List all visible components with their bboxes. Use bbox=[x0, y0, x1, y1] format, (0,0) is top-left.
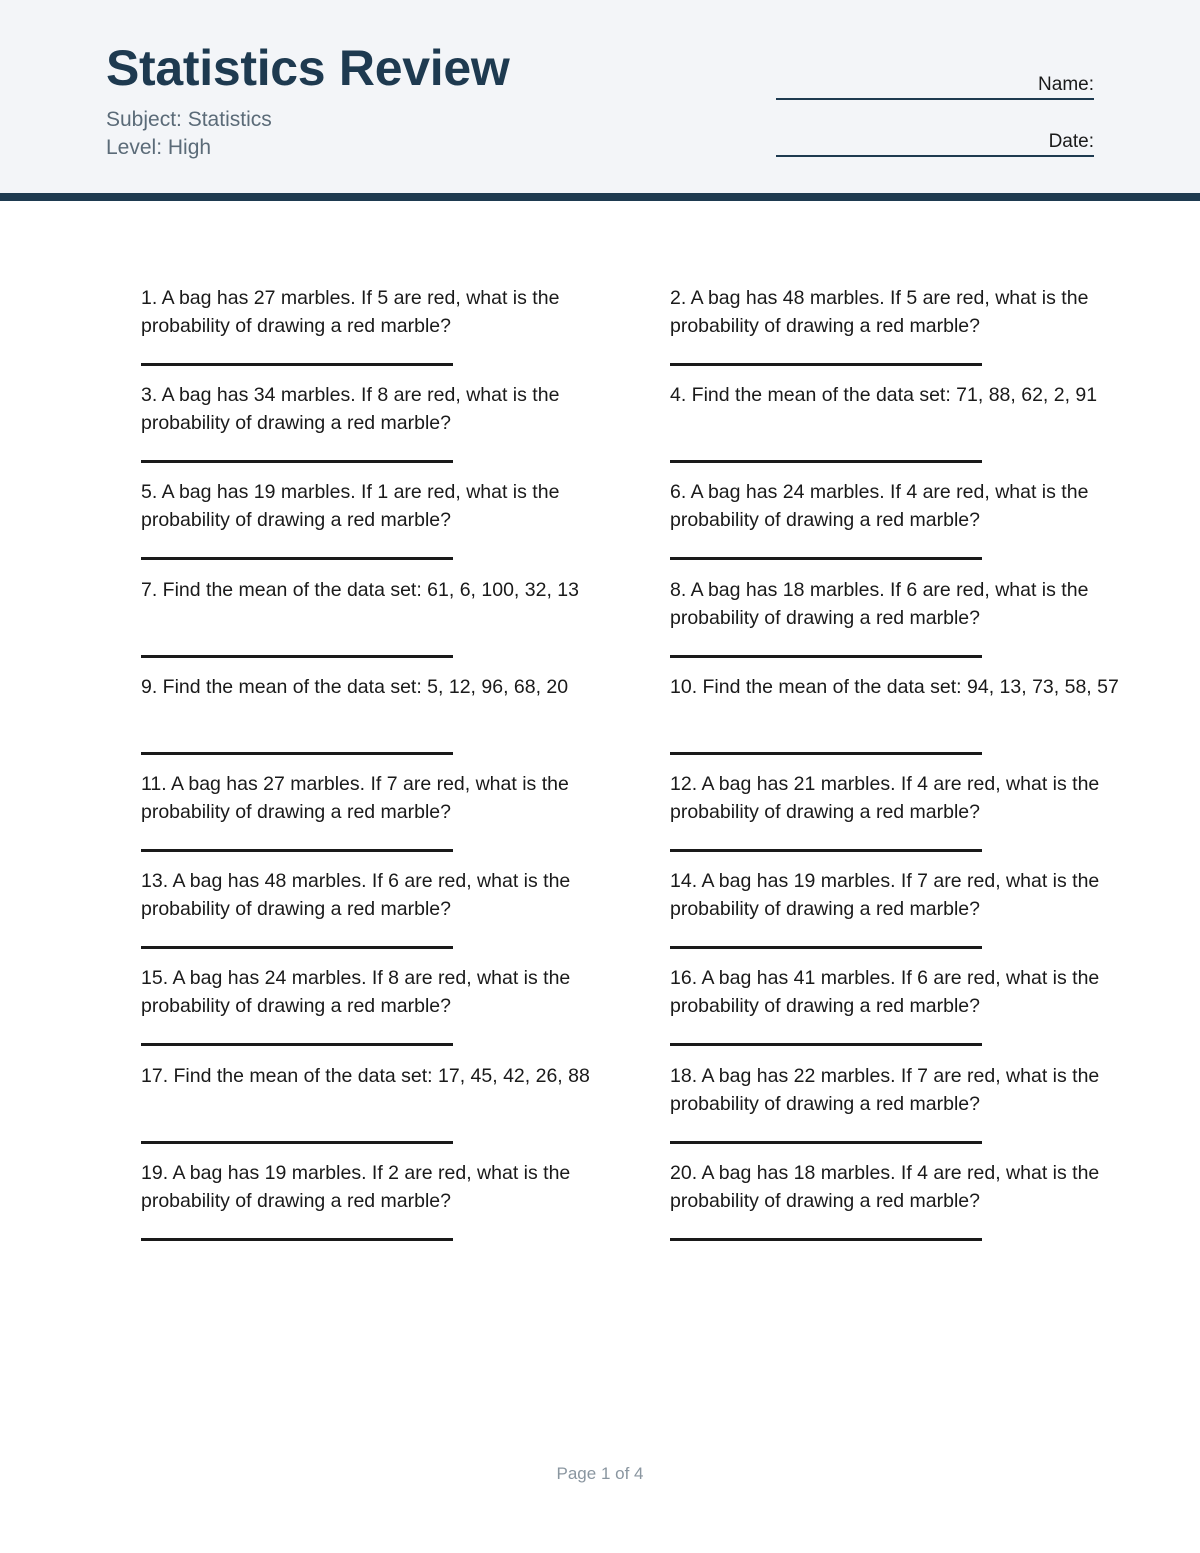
question-item bbox=[670, 1062, 1130, 1118]
question-item bbox=[141, 770, 601, 826]
question-item bbox=[141, 673, 601, 701]
answer-line[interactable] bbox=[670, 557, 982, 560]
question-text: 18. A bag has 22 marbles. If 7 are red, what is the probability of drawing a red marble? bbox=[670, 1064, 1100, 1115]
answer-line[interactable] bbox=[141, 1043, 453, 1046]
question-text: 20. A bag has 18 marbles. If 4 are red, what is the probability of drawing a red marble? bbox=[670, 1161, 1100, 1212]
answer-line[interactable] bbox=[141, 460, 453, 463]
question-text: 19. A bag has 19 marbles. If 2 are red, what is the probability of drawing a red marble? bbox=[141, 1161, 571, 1212]
answer-line[interactable] bbox=[141, 1141, 453, 1144]
question-text: 7. Find the mean of the data set: 61, 6, 100, 32, 13 bbox=[141, 578, 579, 601]
answer-line[interactable] bbox=[670, 1238, 982, 1241]
question-text: 4. Find the mean of the data set: 71, 88, 62, 2, 91 bbox=[670, 384, 1098, 407]
question-text: 13. A bag has 48 marbles. If 6 are red, what is the probability of drawing a red marble? bbox=[141, 870, 571, 921]
question-item bbox=[670, 770, 1130, 826]
question-item bbox=[141, 284, 601, 340]
question-text: 10. Find the mean of the data set: 94, 13, 73, 58, 57 bbox=[670, 675, 1119, 698]
answer-line[interactable] bbox=[141, 655, 453, 658]
question-text: 12. A bag has 21 marbles. If 4 are red, what is the probability of drawing a red marble? bbox=[670, 773, 1100, 823]
question-item bbox=[670, 867, 1130, 923]
question-text: 1. A bag has 27 marbles. If 5 are red, what is the probability of drawing a red marble? bbox=[141, 287, 560, 337]
answer-line[interactable] bbox=[670, 752, 982, 755]
question-item bbox=[141, 478, 601, 534]
answer-line[interactable] bbox=[670, 460, 982, 463]
question-item bbox=[141, 964, 601, 1020]
page-title: Statistics Review bbox=[106, 40, 510, 96]
question-item bbox=[141, 1159, 601, 1215]
subject-label: Subject: Statistics bbox=[106, 108, 272, 131]
question-text: 16. A bag has 41 marbles. If 6 are red, what is the probability of drawing a red marble? bbox=[670, 967, 1100, 1018]
name-label: Name: bbox=[1038, 74, 1094, 95]
question-item bbox=[670, 673, 1130, 701]
question-text: 17. Find the mean of the data set: 17, 45, 42, 26, 88 bbox=[141, 1064, 590, 1087]
question-text: 11. A bag has 27 marbles. If 7 are red, what is the probability of drawing a red marble? bbox=[141, 773, 569, 823]
question-text: 8. A bag has 18 marbles. If 6 are red, what is the probability of drawing a red marble? bbox=[670, 578, 1089, 629]
question-item bbox=[670, 576, 1130, 632]
question-text: 6. A bag has 24 marbles. If 4 are red, what is the probability of drawing a red marble? bbox=[670, 481, 1089, 532]
question-item bbox=[670, 478, 1130, 534]
question-item bbox=[141, 381, 601, 437]
question-item bbox=[670, 381, 1130, 409]
answer-line[interactable] bbox=[670, 849, 982, 852]
page-number: Page 1 of 4 bbox=[556, 1464, 644, 1483]
question-text: 3. A bag has 34 marbles. If 8 are red, what is the probability of drawing a red marble? bbox=[141, 384, 560, 435]
answer-line[interactable] bbox=[141, 752, 453, 755]
question-item bbox=[141, 867, 601, 923]
question-item bbox=[141, 576, 601, 604]
answer-line[interactable] bbox=[670, 1043, 982, 1046]
question-item bbox=[141, 1062, 601, 1090]
answer-line[interactable] bbox=[670, 363, 982, 366]
answer-line[interactable] bbox=[670, 1141, 982, 1144]
question-text: 14. A bag has 19 marbles. If 7 are red, what is the probability of drawing a red marble? bbox=[670, 870, 1100, 921]
question-text: 15. A bag has 24 marbles. If 8 are red, what is the probability of drawing a red marble? bbox=[141, 967, 571, 1018]
answer-line[interactable] bbox=[670, 946, 982, 949]
level-label: Level: High bbox=[106, 136, 212, 159]
answer-line[interactable] bbox=[670, 655, 982, 658]
answer-line[interactable] bbox=[141, 1238, 453, 1241]
question-text: 2. A bag has 48 marbles. If 5 are red, what is the probability of drawing a red marble? bbox=[670, 287, 1089, 337]
answer-line[interactable] bbox=[141, 363, 453, 366]
date-label: Date: bbox=[1048, 131, 1094, 152]
answer-line[interactable] bbox=[141, 849, 453, 852]
answer-line[interactable] bbox=[141, 557, 453, 560]
question-item bbox=[670, 964, 1130, 1020]
question-item bbox=[670, 1159, 1130, 1215]
question-text: 9. Find the mean of the data set: 5, 12, 96, 68, 20 bbox=[141, 675, 569, 698]
question-text: 5. A bag has 19 marbles. If 1 are red, what is the probability of drawing a red marble? bbox=[141, 481, 560, 532]
question-item bbox=[670, 284, 1130, 340]
answer-line[interactable] bbox=[141, 946, 453, 949]
